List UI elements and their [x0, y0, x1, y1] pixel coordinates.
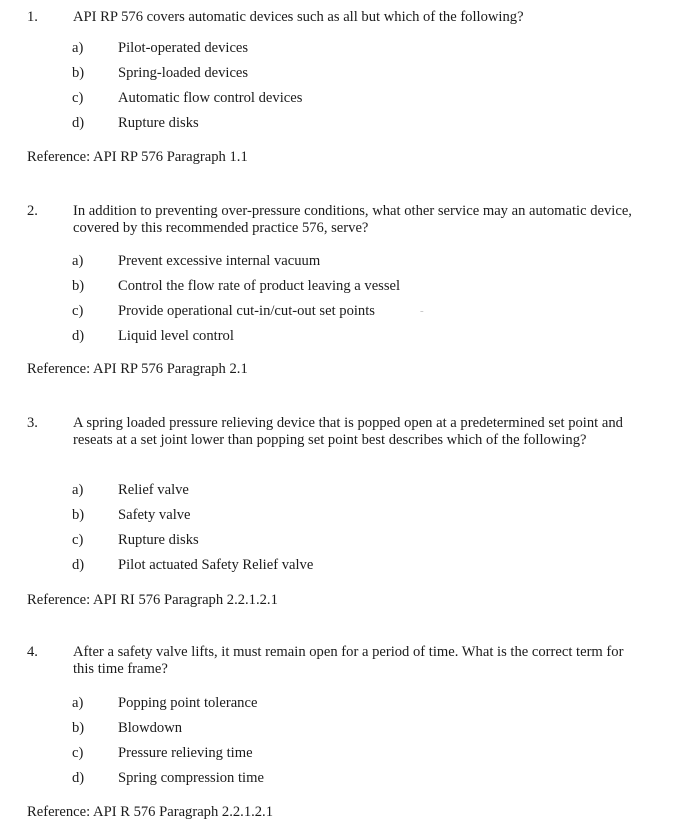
option-text: Liquid level control [118, 328, 234, 344]
option-a [0, 482, 676, 502]
option-b [0, 720, 676, 740]
option-d [0, 557, 676, 577]
option-c [0, 745, 676, 765]
option-letter: c) [72, 303, 84, 319]
question-number: 3. [27, 415, 38, 431]
option-text: Pilot-operated devices [118, 40, 249, 56]
option-d [0, 328, 676, 348]
reference: Reference: API RI 576 Paragraph 2.2.1.2.1 [27, 592, 278, 608]
option-letter: d) [72, 557, 85, 573]
option-letter: a) [72, 482, 84, 498]
question-text: A spring loaded pressure relieving device that is popped open at a predetermined set point and reseats at a set joint lower than popping set point best describes which of the following? [73, 415, 623, 448]
question-text: API RP 576 covers automatic devices such as all but which of the following? [73, 9, 524, 25]
question-text: After a safety valve lifts, it must remain open for a period of time. What is the correct term for this time frame? [73, 644, 624, 677]
option-a [0, 695, 676, 715]
option-text: Spring-loaded devices [118, 65, 249, 81]
option-letter: d) [72, 115, 85, 131]
option-b [0, 507, 676, 527]
option-text: Pilot actuated Safety Relief valve [118, 557, 314, 573]
option-letter: c) [72, 532, 84, 548]
option-letter: a) [72, 40, 84, 56]
option-text: Rupture disks [118, 115, 199, 131]
option-text: Safety valve [118, 507, 191, 523]
reference: Reference: API R 576 Paragraph 2.2.1.2.1 [27, 804, 274, 820]
option-text: Blowdown [118, 720, 183, 736]
option-letter: b) [72, 278, 85, 294]
option-c [0, 532, 676, 552]
option-d [0, 115, 676, 135]
option-letter: c) [72, 90, 84, 106]
option-text: Pressure relieving time [118, 745, 253, 761]
option-text: Provide operational cut-in/cut-out set points [118, 303, 375, 319]
option-c [0, 303, 676, 323]
option-text: Rupture disks [118, 532, 199, 548]
option-text: Prevent excessive internal vacuum [118, 253, 321, 269]
option-letter: b) [72, 507, 85, 523]
option-text: Control the flow rate of product leaving a vessel [118, 278, 401, 294]
option-letter: b) [72, 720, 85, 736]
question-number: 1. [27, 9, 38, 25]
option-b [0, 65, 676, 85]
option-letter: a) [72, 253, 84, 269]
option-b [0, 278, 676, 298]
option-c [0, 90, 676, 110]
option-text: Automatic flow control devices [118, 90, 303, 106]
option-text: Relief valve [118, 482, 189, 498]
option-d [0, 770, 676, 790]
option-text: Popping point tolerance [118, 695, 258, 711]
question-text: In addition to preventing over-pressure conditions, what other service may an automatic device, covered by this recommended practice 576, serve? [73, 203, 632, 236]
option-a [0, 253, 676, 273]
option-letter: d) [72, 328, 85, 344]
option-a [0, 40, 676, 60]
option-letter: b) [72, 65, 85, 81]
option-letter: a) [72, 695, 84, 711]
question-number: 2. [27, 203, 38, 219]
stray-dash-mark: - [420, 305, 424, 317]
question-number: 4. [27, 644, 38, 660]
option-letter: d) [72, 770, 85, 786]
reference: Reference: API RP 576 Paragraph 1.1 [27, 149, 248, 165]
reference: Reference: API RP 576 Paragraph 2.1 [27, 361, 248, 377]
option-letter: c) [72, 745, 84, 761]
option-text: Spring compression time [118, 770, 264, 786]
